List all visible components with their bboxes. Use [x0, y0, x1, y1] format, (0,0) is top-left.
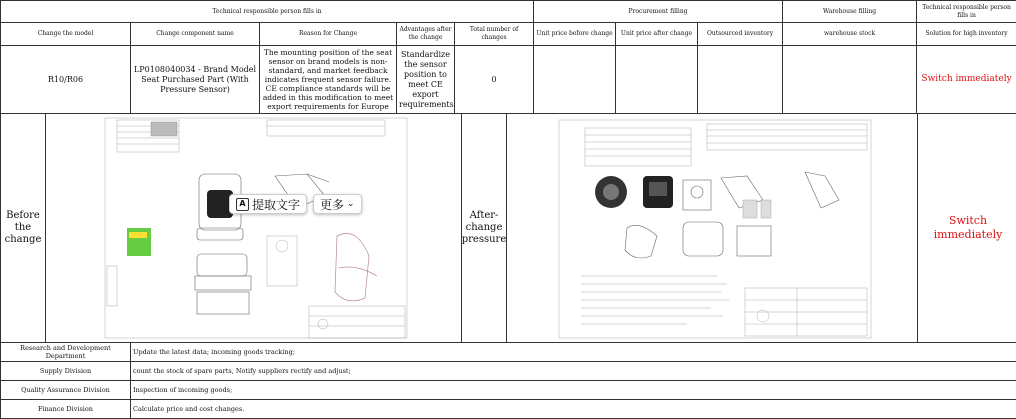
text-scan-icon: A	[236, 198, 249, 211]
group-header-technical: Technical responsible person fills in	[1, 1, 534, 23]
more-button[interactable]	[313, 194, 362, 214]
cell-outsourced	[698, 46, 783, 114]
col-warehouse-stock: warehouse stock	[783, 23, 917, 46]
col-unit-after: Unit price after change	[616, 23, 698, 46]
dept-task: Inspection of incoming goods;	[131, 381, 1016, 400]
col-change-model: Change the model	[1, 23, 131, 46]
dept-name: Supply Division	[1, 362, 131, 381]
col-outsourced: Outsourced inventory	[698, 23, 783, 46]
before-change-drawing	[47, 116, 461, 340]
col-solution: Solution for high inventory	[917, 23, 1016, 46]
extract-text-label: 提取文字	[252, 196, 300, 213]
cell-total-changes: 0	[455, 46, 534, 114]
cell-unit-before	[534, 46, 616, 114]
more-label: 更多	[320, 196, 344, 213]
cell-warehouse-stock	[783, 46, 917, 114]
after-change-drawing	[507, 116, 915, 340]
dept-name: Quality Assurance Division	[1, 381, 131, 400]
cell-component: LP0108040034 - Brand Model Seat Purchased Part (With Pressure Sensor)	[131, 46, 260, 114]
after-change-label: After-change pressure	[461, 114, 507, 342]
dept-task: Update the latest data; incoming goods tracking;	[131, 343, 1016, 362]
dept-name: Research and Development Department	[1, 343, 131, 362]
drawing-solution: Switch immediately	[917, 114, 1016, 342]
drawings-row	[1, 114, 1016, 343]
col-advantages: Advantages after the change	[397, 23, 455, 46]
cell-model: R10/R06	[1, 46, 131, 114]
col-unit-before: Unit price before change	[534, 23, 616, 46]
group-header-warehouse: Warehouse filling	[783, 1, 917, 23]
cell-reason: The mounting position of the seat sensor on brand models is non-standard, and market feedback indicates frequent sensor failure. CE compliance standards will be added in this modification to meet export requirements for Europe	[260, 46, 397, 114]
col-reason: Reason for Change	[260, 23, 397, 46]
group-header-procurement: Procurement filling	[534, 1, 783, 23]
extract-text-button[interactable]	[229, 194, 307, 214]
cell-solution: Switch immediately	[917, 46, 1016, 114]
col-change-component: Change component name	[131, 23, 260, 46]
before-change-label: Before the change	[1, 114, 46, 342]
seat-drawing-after-icon	[507, 116, 915, 340]
chevron-down-icon: ⌄	[347, 199, 355, 209]
dept-task: Calculate price and cost changes.	[131, 400, 1016, 419]
col-total-changes: Total number of changes	[455, 23, 534, 46]
cell-advantages: Standardize the sensor position to meet CE export requirements	[397, 46, 455, 114]
cell-unit-after	[616, 46, 698, 114]
dept-name: Finance Division	[1, 400, 131, 419]
ocr-toolbar	[229, 194, 362, 214]
group-header-technical-right: Technical responsible person fills in	[917, 1, 1016, 23]
seat-drawing-before-icon	[47, 116, 461, 340]
dept-task: count the stock of spare parts, Notify suppliers rectify and adjust;	[131, 362, 1016, 381]
